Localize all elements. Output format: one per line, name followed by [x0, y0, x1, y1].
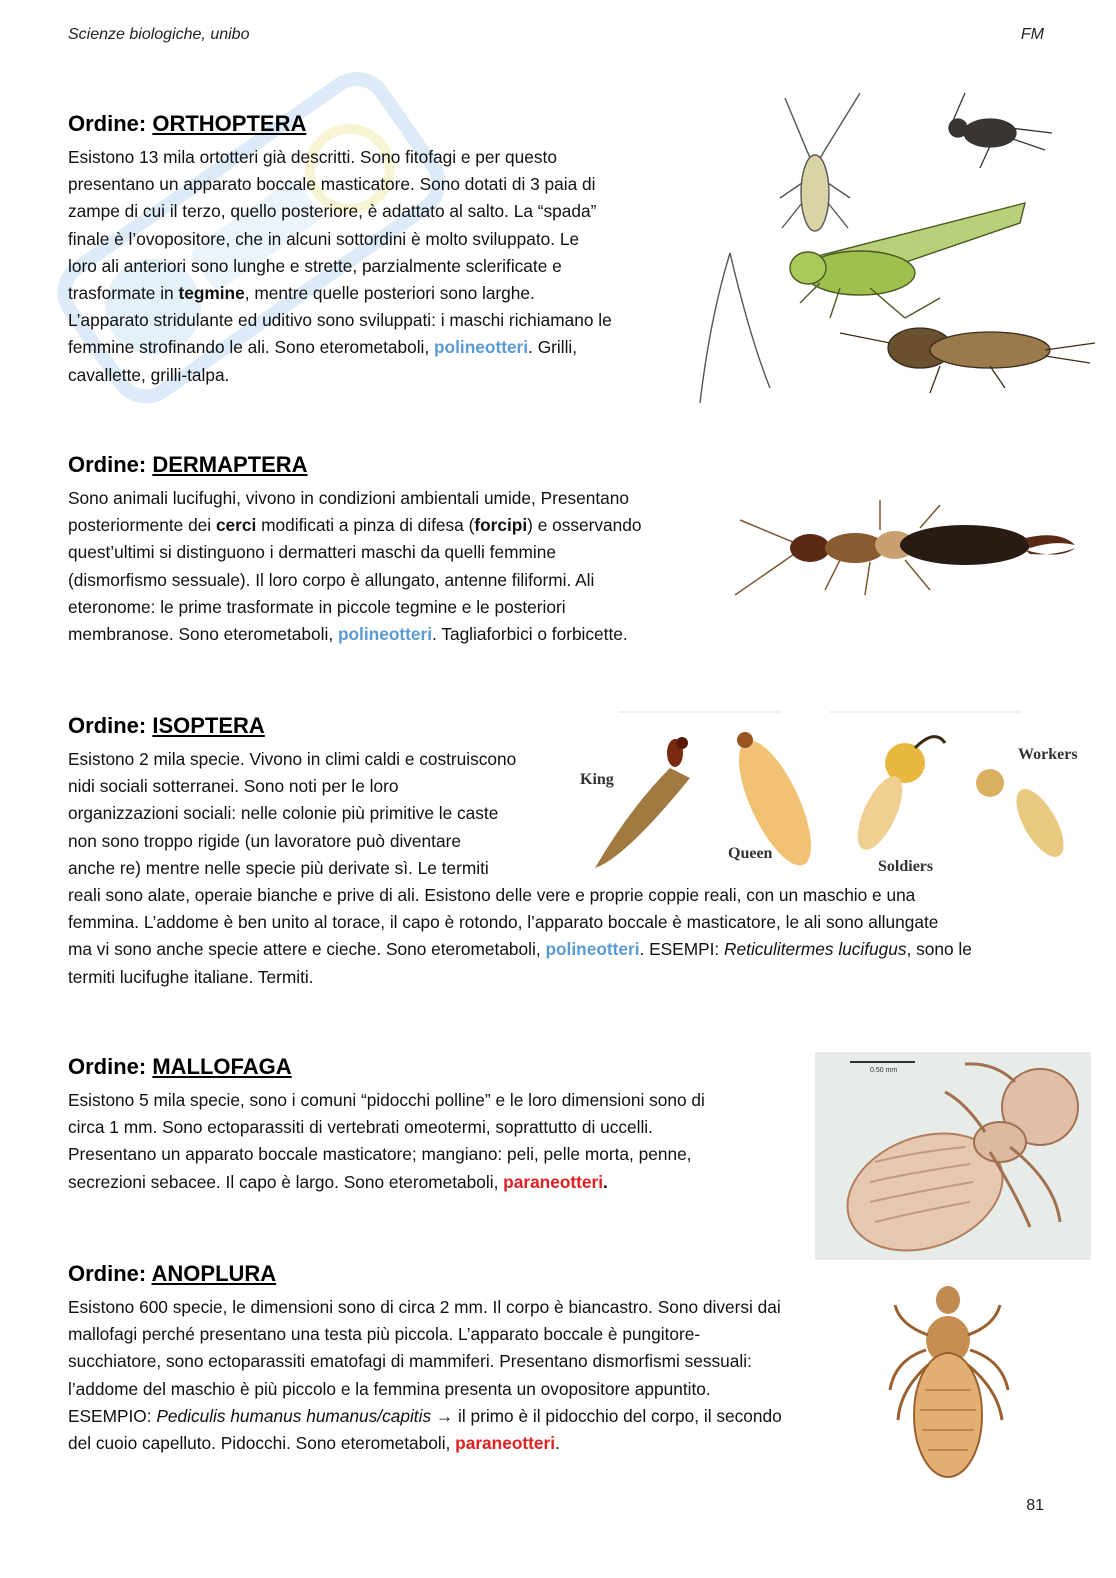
- section-anoplura: [68, 1260, 858, 1457]
- section-mallofaga: [68, 1053, 788, 1196]
- earwig-photo: [730, 490, 1090, 610]
- term-polineotteri: polineotteri: [545, 939, 640, 960]
- term-paraneotteri: paraneotteri: [503, 1171, 604, 1192]
- anoplura-louse-photo: [880, 1280, 1020, 1490]
- scale-bar-label: 0.50 mm: [870, 1067, 898, 1074]
- term-polineotteri: polineotteri: [434, 337, 529, 358]
- section-title: Ordine: MALLOFAGA: [68, 1054, 292, 1079]
- section-title: Ordine: DERMAPTERA: [68, 452, 308, 477]
- termite-label-queen: Queen: [728, 845, 773, 862]
- header-left: Scienze biologiche, unibo: [68, 26, 250, 43]
- section-title: Ordine: ANOPLURA: [68, 1261, 277, 1286]
- section-orthoptera: [68, 110, 688, 389]
- section-title: Ordine: ISOPTERA: [68, 713, 265, 738]
- section-body: Esistono 600 specie, le dimensioni sono di circa 2 mm. Il corpo è biancastro. Sono diversi dai mallofagi perché presentano una testa più piccola. L’apparato boccale è pungitore- succhiatore, sono ectoparassiti ematofagi di mammiferi. Presentano dismorfismi sessuali: l’addome del maschio è più piccolo e la femmina presenta un ovopositore appuntito. ESEMPIO: Pediculis humanus humanus/capitis → il primo è il pidocchio del corpo, il secondo del cuoio capelluto. Pidocchi. Sono eterometaboli, paraneotteri.: [68, 1297, 782, 1454]
- section-body: Esistono 2 mila specie. Vivono in climi caldi e costruiscono nidi sociali sotterranei. Sono noti per le loro organizzazioni sociali: nelle colonie più primitive le caste non sono troppo rigide (un lavoratore può diventare anche re) mentre nelle specie più derivate sì. Le termiti reali sono alate, operaie bianche e prive di ali. Esistono delle vere e proprie coppie reali, con un maschio e una femmina. L’addome è ben unito al torace, il capo è rotondo, l’apparato boccale è masticatore, le ali sono allungate ma vi sono anche specie attere e cieche. Sono eterometaboli, polineotteri. ESEMPI: Reticulitermes lucifugus, sono le termiti lucifughe italiane. Termiti.: [68, 749, 972, 987]
- section-body: Sono animali lucifughi, vivono in condizioni ambientali umide, Presentano posteriormente dei cerci modificati a pinza di difesa (forcipi) e osservando quest’ultimi si distinguono i dermatteri maschi da quelli femmine (dismorfismo sessuale). Il loro corpo è allungato, antenne filiformi. Ali eteronome: le prime trasformate in piccole tegmine e le posteriori membranose. Sono eterometaboli, polineotteri. Tagliaforbici o forbicette.: [68, 488, 642, 645]
- section-title: Ordine: ORTHOPTERA: [68, 111, 307, 136]
- header-right: FM: [1020, 26, 1044, 43]
- termite-label-soldiers: Soldiers: [878, 858, 934, 875]
- mallofaga-micrograph: [815, 1052, 1091, 1260]
- section-dermaptera: [68, 451, 708, 648]
- termite-label-king: King: [580, 771, 614, 788]
- termite-label-workers: Workers: [1018, 746, 1078, 763]
- term-paraneotteri: paraneotteri: [455, 1433, 556, 1454]
- section-body: Esistono 13 mila ortotteri già descritti. Sono fitofagi e per questo presentano un apparato boccale masticatore. Sono dotati di 3 paia di zampe di cui il terzo, quello posteriore, è adattato al salto. La “spada” finale è l’ovopositore, che in alcuni sottordini è molto sviluppato. Le loro ali anteriori sono lunghe e strette, parzialmente sclerificate e trasformate in tegmine, mentre quelle posteriori sono larghe. L’apparato stridulante ed uditivo sono sviluppati: i maschi richiamano le femmine strofinando le ali. Sono eterometaboli, polineotteri. Grilli, cavallette, grilli-talpa.: [68, 147, 612, 385]
- orthoptera-illustration: [690, 88, 1100, 408]
- page-number: 81: [1026, 1497, 1044, 1514]
- section-body: Esistono 5 mila specie, sono i comuni “pidocchi polline” e le loro dimensioni sono di circa 1 mm. Sono ectoparassiti di vertebrati omeotermi, soprattutto di uccelli. Presentano un apparato boccale masticatore; mangiano: peli, pelle morta, penne, secrezioni sebacee. Il capo è largo. Sono eterometaboli, paraneotteri.: [68, 1090, 705, 1192]
- term-polineotteri: polineotteri: [337, 624, 433, 645]
- termite-castes-photo: [570, 708, 1090, 878]
